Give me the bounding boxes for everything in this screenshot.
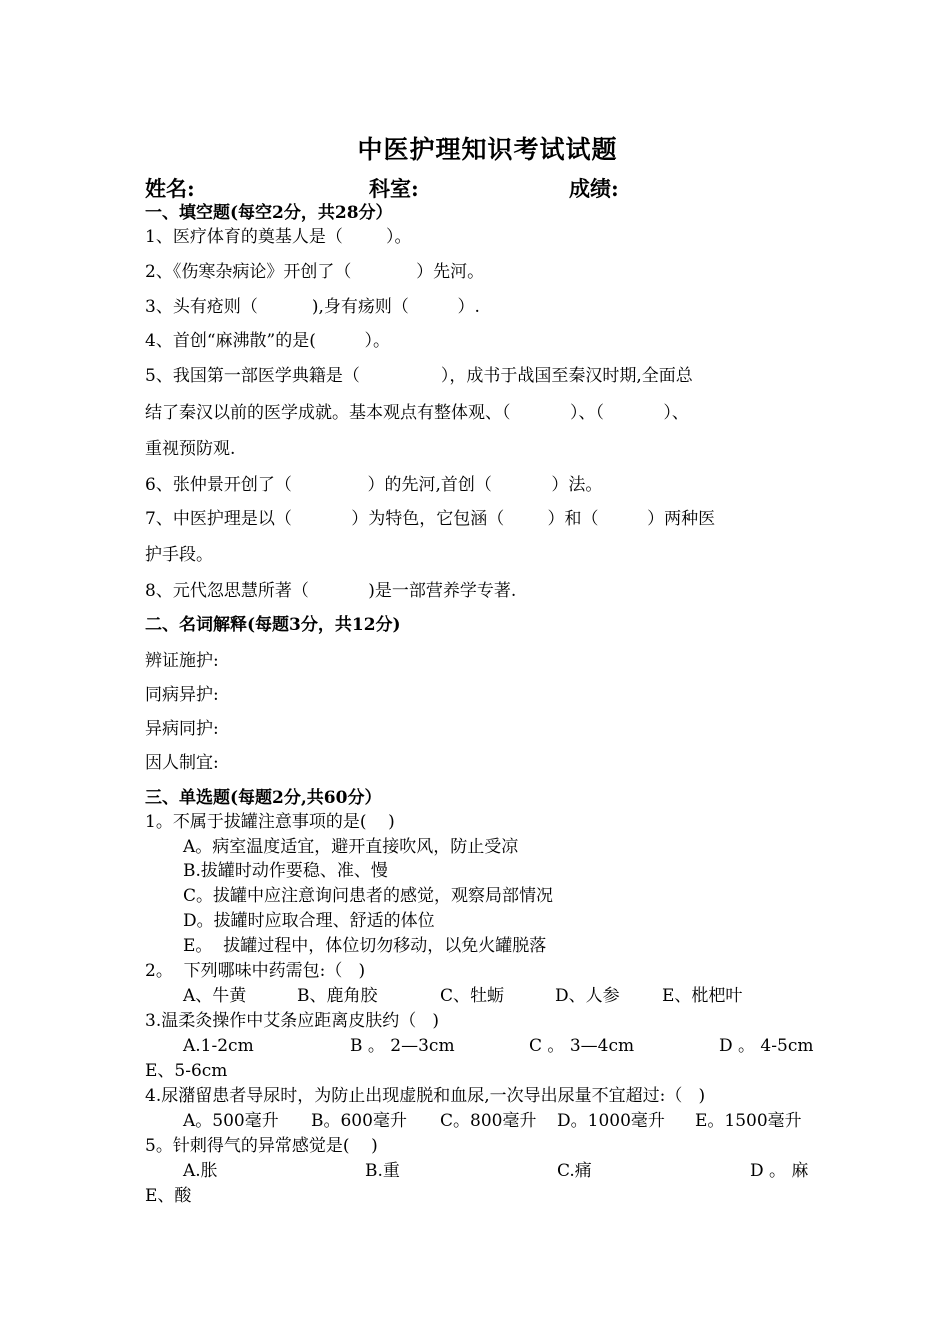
mcq-4-option-a: A。500毫升 bbox=[183, 1111, 279, 1131]
mcq-5-option-e: E、酸 bbox=[145, 1186, 192, 1206]
mcq-2-option-c: C、牡蛎 bbox=[440, 986, 505, 1006]
mcq-3-option-c: C 。 3—4cm bbox=[529, 1036, 635, 1056]
mcq-2-option-d: D、人参 bbox=[555, 986, 620, 1006]
mcq-5-option-d: D 。 麻 bbox=[750, 1161, 809, 1181]
term-4: 因人制宜: bbox=[145, 753, 219, 773]
mcq-4-stem: 4.尿潴留患者导尿时，为防止出现虚脱和血尿,一次导出尿量不宜超过:（ ) bbox=[145, 1086, 706, 1106]
mcq-3-stem: 3.温柔灸操作中艾条应距离皮肤约（ ) bbox=[145, 1011, 440, 1031]
fill-question-5-line2: 结了秦汉以前的医学成就。基本观点有整体观、（ ）、（ ）、 bbox=[145, 403, 689, 423]
mcq-5-stem: 5。针刺得气的异常感觉是( ) bbox=[145, 1136, 378, 1156]
mcq-3-option-e: E、5-6cm bbox=[145, 1061, 228, 1081]
mcq-1-option-c: C。拔罐中应注意询问患者的感觉，观察局部情况 bbox=[183, 886, 554, 906]
section2-heading: 二、名词解释(每题3分，共12分) bbox=[145, 615, 401, 635]
fill-question-5-line1: 5、我国第一部医学典籍是（ ），成书于战国至秦汉时期,全面总 bbox=[145, 366, 693, 386]
mcq-1-stem: 1。不属于拔罐注意事项的是( ) bbox=[145, 812, 395, 832]
mcq-4-option-b: B。600毫升 bbox=[311, 1111, 407, 1131]
mcq-1-option-d: D。拔罐时应取合理、舒适的体位 bbox=[183, 911, 435, 931]
fill-question-2: 2、《伤寒杂病论》开创了（ ）先河。 bbox=[145, 262, 485, 282]
mcq-5-option-a: A.胀 bbox=[183, 1161, 218, 1181]
fill-question-8: 8、元代忽思慧所著（ )是一部营养学专著. bbox=[145, 581, 517, 601]
fill-question-5-line3: 重视预防观. bbox=[145, 439, 236, 459]
page-title: 中医护理知识考试试题 bbox=[357, 135, 618, 164]
section1-heading: 一、填空题(每空2分，共28分） bbox=[145, 203, 393, 223]
mcq-1-option-e: E。 拔罐过程中，体位切勿移动，以免火罐脱落 bbox=[183, 936, 547, 956]
mcq-2-option-b: B、鹿角胶 bbox=[297, 986, 378, 1006]
mcq-3-option-a: A.1-2cm bbox=[183, 1036, 254, 1056]
mcq-1-option-b: B.拔罐时动作要稳、准、慢 bbox=[183, 861, 388, 881]
mcq-3-option-b: B 。 2—3cm bbox=[350, 1036, 455, 1056]
mcq-2-option-a: A、牛黄 bbox=[183, 986, 247, 1006]
mcq-5-option-b: B.重 bbox=[365, 1161, 400, 1181]
fill-question-1: 1、医疗体育的奠基人是（ ）。 bbox=[145, 227, 412, 247]
mcq-3-option-d: D 。 4-5cm bbox=[719, 1036, 814, 1056]
score-label: 成绩: bbox=[569, 176, 619, 201]
fill-question-3: 3、头有疮则（ ),身有疡则（ ）. bbox=[145, 297, 480, 317]
fill-question-7-line1: 7、中医护理是以（ ）为特色，它包涵（ ）和（ ）两种医 bbox=[145, 509, 716, 529]
mcq-1-option-a: A。病室温度适宜，避开直接吹风，防止受凉 bbox=[183, 837, 519, 857]
mcq-4-option-e: E。1500毫升 bbox=[695, 1111, 802, 1131]
mcq-2-option-e: E、枇杷叶 bbox=[662, 986, 743, 1006]
mcq-5-option-c: C.痛 bbox=[557, 1161, 592, 1181]
mcq-4-option-c: C。800毫升 bbox=[440, 1111, 537, 1131]
fill-question-4: 4、首创“麻沸散”的是( ）。 bbox=[145, 331, 390, 351]
mcq-2-stem: 2。 下列哪味中药需包:（ ) bbox=[145, 961, 366, 981]
fill-question-7-line2: 护手段。 bbox=[145, 545, 213, 565]
dept-label: 科室: bbox=[369, 176, 419, 201]
term-3: 异病同护: bbox=[145, 719, 219, 739]
term-1: 辨证施护: bbox=[145, 651, 219, 671]
section3-heading: 三、单选题(每题2分,共60分） bbox=[145, 788, 382, 808]
term-2: 同病异护: bbox=[145, 685, 219, 705]
mcq-4-option-d: D。1000毫升 bbox=[557, 1111, 665, 1131]
name-label: 姓名: bbox=[145, 176, 195, 201]
fill-question-6: 6、张仲景开创了（ ）的先河,首创（ ）法。 bbox=[145, 475, 603, 495]
